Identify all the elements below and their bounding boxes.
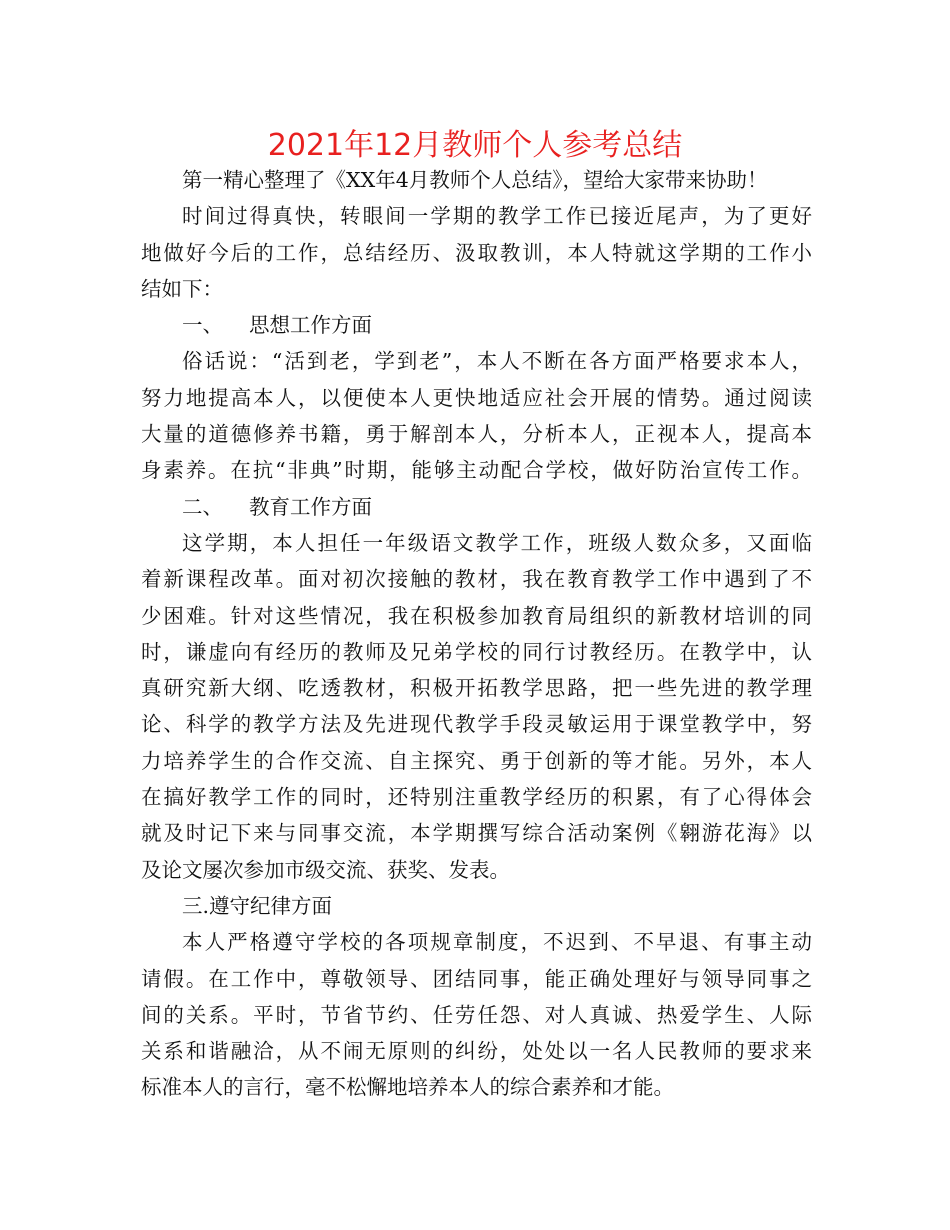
paragraph-line: 少困难。针对这些情况，我在积极参加教育局组织的新教材培训的同 (141, 603, 812, 628)
paragraph-line: 在搞好教学工作的同时，还特别注重教学经历的积累，有了心得体会 (141, 785, 812, 810)
paragraph-line: 真研究新大纲、吃透教材，积极开拓教学思路，把一些先进的教学理 (141, 676, 812, 701)
paragraph-line: 身素养。在抗“非典”时期，能够主动配合学校，做好防治宣传工作。 (141, 458, 812, 483)
paragraph-line: 着新课程改革。面对初次接触的教材，我在教育教学工作中遇到了不 (141, 567, 812, 592)
paragraph-line: 请假。在工作中，尊敬领导、团结同事，能正确处理好与领导同事之 (141, 966, 812, 991)
section-heading-3: 三.遵守纪律方面 (182, 893, 333, 918)
paragraph-line: 俗话说：“活到老，学到老”，本人不断在各方面严格要求本人， (182, 349, 812, 374)
paragraph-line: 努力地提高本人，以便使本人更快地适应社会开展的情势。通过阅读 (141, 385, 812, 410)
paragraph-line: 大量的道德修养书籍，勇于解剖本人，分析本人，正视本人，提高本 (141, 422, 812, 447)
paragraph-line: 关系和谐融洽，从不闹无原则的纠纷，处处以一名人民教师的要求来 (141, 1039, 812, 1064)
paragraph-line: 结如下： (141, 276, 223, 301)
section-title: 思想工作方面 (249, 313, 372, 338)
intro-line: 第一精心整理了《XX年4月教师个人总结》，望给大家带来协助！ (182, 168, 768, 192)
paragraph-line: 这学期，本人担任一年级语文教学工作，班级人数众多，又面临 (182, 530, 812, 555)
section-number: 二、 (182, 494, 223, 519)
document-body (141, 162, 812, 1106)
paragraph-line: 就及时记下来与同事交流，本学期撰写综合活动案例《翱游花海》以 (141, 821, 812, 846)
paragraph-line: 力培养学生的合作交流、自主探究、勇于创新的等才能。另外，本人 (141, 748, 812, 773)
paragraph-line: 时，谦虚向有经历的教师及兄弟学校的同行讨教经历。在教学中，认 (141, 639, 812, 664)
section-heading-1 (141, 307, 812, 343)
paragraph-line: 本人严格遵守学校的各项规章制度，不迟到、不早退、有事主动 (182, 930, 812, 955)
paragraph-line: 论、科学的教学方法及先进现代教学手段灵敏运用于课堂教学中，努 (141, 712, 812, 737)
document-title: 2021年12月教师个人参考总结 (267, 128, 683, 163)
paragraph-line: 间的关系。平时，节省节约、任劳任怨、对人真诚、热爱学生、人际 (141, 1002, 812, 1027)
section-heading-2 (141, 489, 812, 525)
paragraph-line: 地做好今后的工作，总结经历、汲取教训，本人特就这学期的工作小 (141, 240, 812, 265)
paragraph-line: 及论文屡次参加市级交流、获奖、发表。 (141, 857, 510, 882)
paragraph-line: 标准本人的言行，毫不松懈地培养本人的综合素养和才能。 (141, 1075, 674, 1100)
section-number: 一、 (182, 313, 223, 338)
paragraph-line: 时间过得真快，转眼间一学期的教学工作已接近尾声，为了更好 (182, 204, 812, 229)
section-title: 教育工作方面 (249, 494, 372, 519)
